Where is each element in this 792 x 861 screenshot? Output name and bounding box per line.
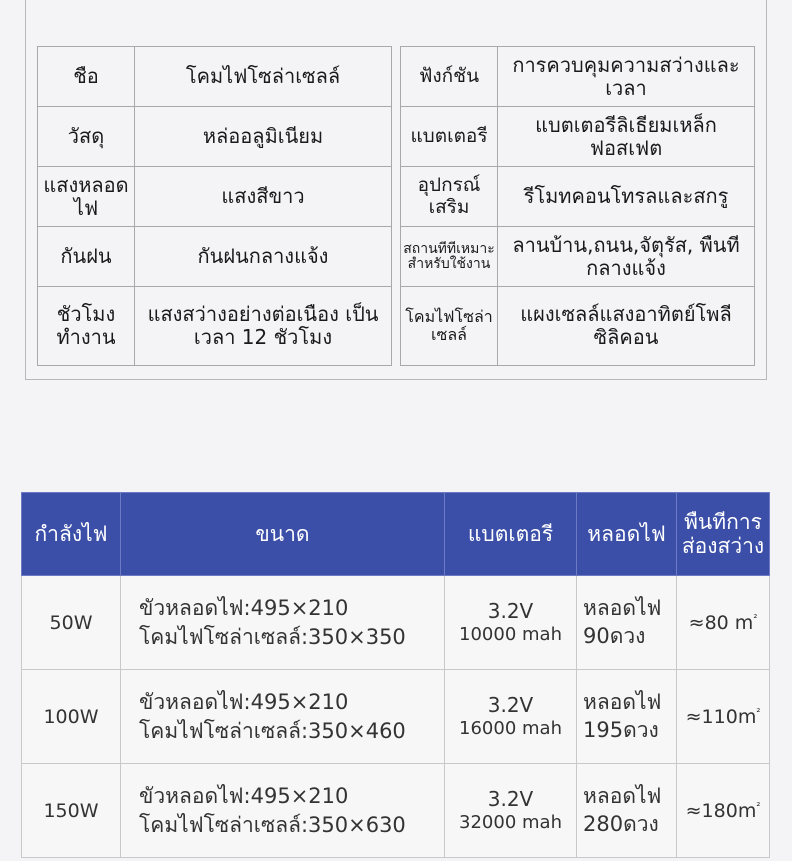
- spec-label: แบตเตอรี: [401, 107, 498, 167]
- spec-value: หล่ออลูมิเนียม: [135, 107, 392, 167]
- table-row: [22, 576, 770, 670]
- spec-value: การควบคุมความสว่างและเวลา: [498, 47, 755, 107]
- spec-row: [401, 287, 755, 366]
- spec-label: กันฝน: [38, 227, 135, 287]
- panel-size: โคมไฟโซล่าเซลล์:350×350: [139, 624, 406, 649]
- lamp-cell: [577, 670, 677, 764]
- lamp-label: หลอดไฟ: [583, 784, 662, 809]
- spec-row: [38, 167, 392, 227]
- table-row: [22, 670, 770, 764]
- spec-label: วัสดุ: [38, 107, 135, 167]
- spec-label: แสงหลอดไฟ: [38, 167, 135, 227]
- area-value: ≈180m: [685, 799, 757, 822]
- battery-capacity: 16000 mah: [459, 717, 562, 739]
- spec-value: โคมไฟโซล่าเซลล์: [135, 47, 392, 107]
- area-cell: [677, 764, 770, 858]
- battery-capacity: 10000 mah: [459, 623, 562, 645]
- spec-label: ชัวโมงทำงาน: [38, 287, 135, 366]
- spec-label: ชือ: [38, 47, 135, 107]
- spec-label: อุปกรณ์เสริม: [401, 167, 498, 227]
- spec-value: แสงสีขาว: [135, 167, 392, 227]
- lamp-count: 280ดวง: [583, 811, 659, 836]
- header-power: กำลังไฟ: [22, 493, 121, 576]
- battery-voltage: 3.2V: [487, 598, 534, 623]
- battery-cell: [445, 576, 577, 670]
- spec-value: รีโมทคอนโทรลและสกรู: [498, 167, 755, 227]
- lamp-size: ขัวหลอดไฟ:495×210: [139, 596, 349, 621]
- header-area: พืนทีการส่องสว่าง: [677, 493, 770, 576]
- panel-size: โคมไฟโซล่าเซลล์:350×630: [139, 812, 406, 837]
- header-battery: แบตเตอรี: [445, 493, 577, 576]
- spec-row: [401, 107, 755, 167]
- area-unit: ²: [756, 801, 761, 813]
- area-cell: [677, 670, 770, 764]
- lamp-label: หลอดไฟ: [583, 690, 662, 715]
- spec-label: โคมไฟโซล่าเซลล์: [401, 287, 498, 366]
- header-size: ขนาด: [121, 493, 445, 576]
- product-comparison-table: [21, 492, 770, 858]
- area-value: ≈110m: [685, 705, 757, 728]
- size-cell: [121, 670, 445, 764]
- power-cell: 100W: [22, 670, 121, 764]
- battery-cell: [445, 764, 577, 858]
- spec-table-right: [400, 46, 755, 366]
- lamp-count: 195ดวง: [583, 717, 659, 742]
- size-cell: [121, 764, 445, 858]
- lamp-count: 90ดวง: [583, 623, 646, 648]
- power-cell: 50W: [22, 576, 121, 670]
- spec-value: แบตเตอรีลิเธียมเหล็กฟอสเฟต: [498, 107, 755, 167]
- battery-voltage: 3.2V: [487, 786, 534, 811]
- size-cell: [121, 576, 445, 670]
- spec-row: [401, 167, 755, 227]
- header-lamp: หลอดไฟ: [577, 493, 677, 576]
- table-header-row: [22, 493, 770, 576]
- spec-value: แผงเซลล์แสงอาทิตย์โพลีซิลิคอน: [498, 287, 755, 366]
- area-unit: ²: [756, 707, 761, 719]
- lamp-cell: [577, 764, 677, 858]
- panel-size: โคมไฟโซล่าเซลล์:350×460: [139, 718, 406, 743]
- lamp-size: ขัวหลอดไฟ:495×210: [139, 690, 349, 715]
- spec-label: ฟังก์ชัน: [401, 47, 498, 107]
- spec-row: [38, 287, 392, 366]
- lamp-cell: [577, 576, 677, 670]
- spec-value: แสงสว่างอย่างต่อเนือง เป็นเวลา 12 ชัวโมง: [135, 287, 392, 366]
- area-cell: [677, 576, 770, 670]
- battery-cell: [445, 670, 577, 764]
- lamp-size: ขัวหลอดไฟ:495×210: [139, 784, 349, 809]
- spec-row: [401, 47, 755, 107]
- area-unit: ²: [753, 613, 758, 625]
- area-value: ≈80 m: [688, 611, 754, 634]
- spec-row: [38, 107, 392, 167]
- battery-capacity: 32000 mah: [459, 811, 562, 833]
- spec-table-left: [37, 46, 392, 366]
- battery-voltage: 3.2V: [487, 692, 534, 717]
- lamp-label: หลอดไฟ: [583, 596, 662, 621]
- spec-row: [38, 227, 392, 287]
- spec-value: ลานบ้าน,ถนน,จัตุรัส, พืนทีกลางแจ้ง: [498, 227, 755, 287]
- table-row: [22, 764, 770, 858]
- power-cell: 150W: [22, 764, 121, 858]
- spec-row: [38, 47, 392, 107]
- spec-value: กันฝนกลางแจ้ง: [135, 227, 392, 287]
- spec-row: [401, 227, 755, 287]
- spec-label: สถานทีทีเหมาะสำหรับใช้งาน: [401, 227, 498, 287]
